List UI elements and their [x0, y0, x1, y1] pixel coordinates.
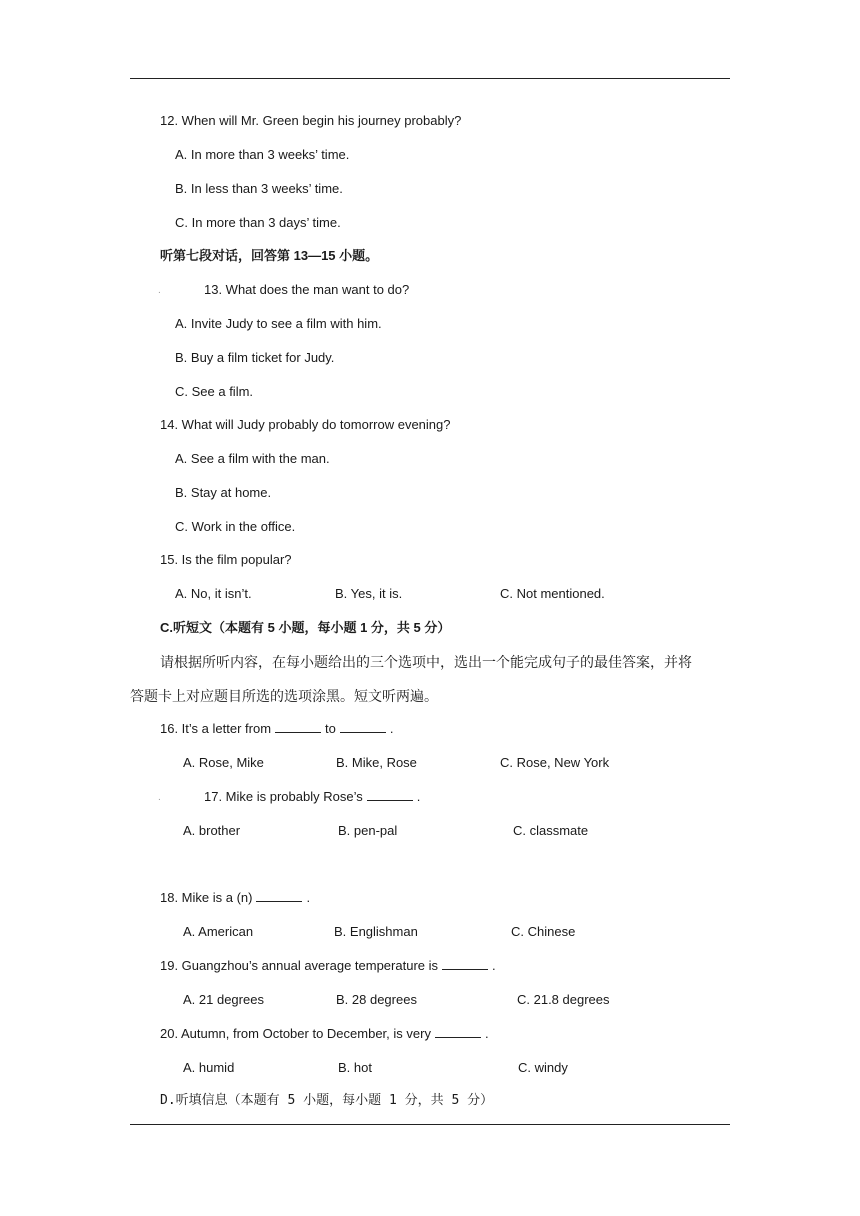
question-17-text-1: 17. Mike is probably Rose’s	[204, 789, 363, 804]
question-19-option-a: A. 21 degrees	[183, 992, 264, 1007]
question-20-option-c: C. windy	[518, 1060, 568, 1075]
question-17-option-b: B. pen-pal	[338, 823, 398, 838]
question-18-text-1: 18. Mike is a (n)	[160, 890, 253, 905]
question-19	[160, 957, 496, 975]
top-rule	[130, 78, 730, 79]
question-13: 13. What does the man want to do?	[204, 282, 410, 297]
answer-blank	[442, 957, 488, 970]
question-16-text-2: to	[325, 721, 336, 736]
question-16-text-1: 16. It’s a letter from	[160, 721, 272, 736]
question-20-option-b: B. hot	[338, 1060, 372, 1075]
question-14-option-b: B. Stay at home.	[175, 485, 272, 500]
answer-blank	[275, 720, 321, 733]
question-17-option-c: C. classmate	[513, 823, 589, 838]
answer-blank	[256, 889, 302, 902]
question-12: 12. When will Mr. Green begin his journey probably?	[160, 113, 462, 128]
question-16	[160, 720, 394, 738]
section-c-instruction-line-1: 请根据所听内容，在每小题给出的三个选项中，选出一个能完成句子的最佳答案，并将	[160, 654, 692, 670]
question-12-option-a: A. In more than 3 weeks’ time.	[175, 147, 350, 162]
answer-blank	[340, 720, 386, 733]
question-20-text-2: .	[484, 1026, 489, 1041]
question-18-text-2: .	[306, 890, 311, 905]
question-13-option-c: C. See a film.	[175, 384, 254, 399]
question-15-option-a: A. No, it isn’t.	[175, 586, 252, 601]
question-15-option-c: C. Not mentioned.	[500, 586, 605, 601]
question-17	[204, 788, 420, 806]
question-18-option-c: C. Chinese	[511, 924, 576, 939]
question-13-option-b: B. Buy a film ticket for Judy.	[175, 350, 335, 365]
section-c-heading: C.听短文（本题有 5 小题，每小题 1 分，共 5 分）	[160, 620, 451, 635]
question-17-text-2: .	[416, 789, 421, 804]
question-15: 15. Is the film popular?	[160, 552, 292, 567]
question-15-option-b: B. Yes, it is.	[335, 586, 403, 601]
question-19-option-c: C. 21.8 degrees	[517, 992, 610, 1007]
question-16-text-3: .	[389, 721, 394, 736]
bottom-rule	[130, 1124, 730, 1125]
margin-dot: .	[158, 285, 161, 296]
question-12-option-b: B. In less than 3 weeks’ time.	[175, 181, 343, 196]
question-14: 14. What will Judy probably do tomorrow evening?	[160, 417, 451, 432]
question-18-option-b: B. Englishman	[334, 924, 418, 939]
question-13-option-a: A. Invite Judy to see a film with him.	[175, 316, 382, 331]
question-17-option-a: A. brother	[183, 823, 241, 838]
answer-blank	[367, 788, 413, 801]
question-18	[160, 889, 310, 907]
question-14-option-a: A. See a film with the man.	[175, 451, 330, 466]
question-20-option-a: A. humid	[183, 1060, 235, 1075]
section-7-heading: 听第七段对话，回答第 13—15 小题。	[160, 248, 379, 263]
question-16-option-b: B. Mike, Rose	[336, 755, 417, 770]
answer-blank	[435, 1025, 481, 1038]
question-14-option-c: C. Work in the office.	[175, 519, 296, 534]
question-20-text-1: 20. Autumn, from October to December, is very	[160, 1026, 431, 1041]
section-d-heading: D.听填信息（本题有 5 小题，每小题 1 分，共 5 分）	[160, 1093, 494, 1108]
question-19-option-b: B. 28 degrees	[336, 992, 417, 1007]
question-16-option-a: A. Rose, Mike	[183, 755, 264, 770]
question-18-option-a: A. American	[183, 924, 254, 939]
question-20	[160, 1025, 489, 1043]
margin-dot: .	[158, 792, 161, 803]
question-16-option-c: C. Rose, New York	[500, 755, 610, 770]
question-12-option-c: C. In more than 3 days’ time.	[175, 215, 341, 230]
question-19-text-2: .	[492, 958, 496, 973]
section-c-instruction-line-2: 答题卡上对应题目所选的选项涂黑。短文听两遍。	[130, 688, 438, 704]
question-19-text-1: 19. Guangzhou’s annual average temperature is	[160, 958, 439, 973]
